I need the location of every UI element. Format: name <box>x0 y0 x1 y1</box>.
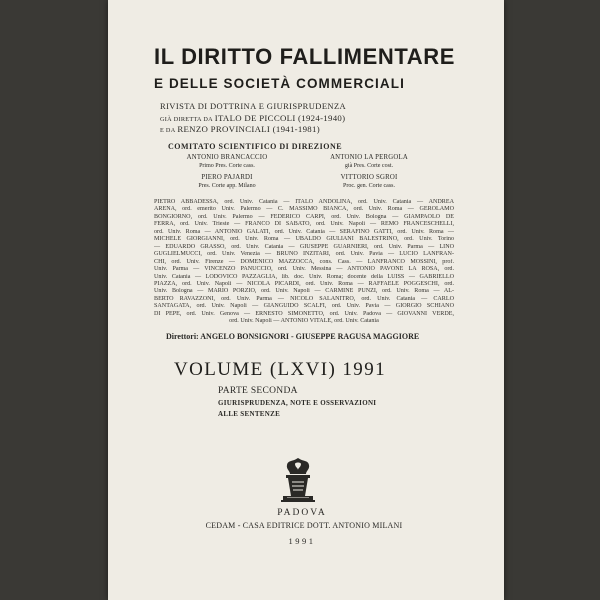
journal-description: RIVISTA DI DOTTRINA E GIURISPRUDENZA <box>160 101 347 111</box>
contributors-line: PIAZZA, ord. Univ. Napoli — NICOLA PICARDI, ord. Univ. Roma — RAFFAELE POGGESCHI, ord. <box>154 280 454 287</box>
former-editor-2-prefix: E DA <box>160 127 176 134</box>
member-name: PIERO PAJARDI <box>201 174 253 181</box>
member-role: Proc. gen. Corte cass. <box>343 183 395 189</box>
former-editor-1-name: ITALO DE PICCOLI (1924-1940) <box>214 113 346 123</box>
contributors-line: ord. Univ. Napoli — ANTONIO VITALE, ord. Univ. Catania <box>229 318 379 325</box>
contributors-line: CHI, ord. Univ. Firenze — DOMENICO MAZZOCCA, cons. Cass. — LANFRANCO MOSSINI, prof. <box>154 258 454 265</box>
committee-member <box>314 174 424 190</box>
publisher-city: PADOVA <box>277 508 327 518</box>
contributors-line: GUGLIELMUCCI, ord. Univ. Venezia — BRUNO INZITARI, ord. Univ. Pavia — LUCIO LANFRAN- <box>154 251 454 258</box>
contributors-line: Univ. Catania — LODOVICO PAZZAGLIA, lib. doc. Univ. Roma; docente della LUISS — GABRIELLO <box>154 273 454 280</box>
former-editor-1 <box>160 113 345 123</box>
contributors-line: BONGIORNO, ord. Univ. Palermo — FEDERICO CARPI, ord. Univ. Bologna — GIAMPAOLO DE <box>154 213 454 220</box>
contributors-line: ord. Univ. Roma — ANTONIO GALATI, ord. Univ. Catania — SERAFINO GATTI, ord. Univ. Roma — <box>154 228 454 235</box>
member-name: ANTONIO LA PERGOLA <box>330 154 408 161</box>
publisher-name: CEDAM - CASA EDITRICE DOTT. ANTONIO MILANI <box>205 521 403 530</box>
publication-year: 1991 <box>288 536 316 546</box>
contributors-line: ARENA, ord. emerito Univ. Palermo — C. MASSIMO BIANCA, ord. Univ. Roma — GEROLAMO <box>154 206 454 213</box>
committee-member <box>314 154 424 170</box>
cedam-publisher-mark-icon <box>278 456 318 504</box>
contributors-line: BERTO RAVAZZONI, ord. Univ. Parma — NICOLÒ SALANITRO, ord. Univ. Catania — CARLO <box>154 295 454 302</box>
contributors-line: Univ. Parma — VINCENZO PANUCCIO, ord. Univ. Messina — ANTONIO PAVONE LA ROSA, ord. <box>154 266 454 273</box>
contributors-line: — EDUARDO GRASSO, ord. Univ. Catania — GIUSEPPE GUARNIERI, ord. Univ. Parma — LINO <box>154 243 454 250</box>
journal-title: IL DIRITTO FALLIMENTARE <box>154 44 456 69</box>
committee-member <box>172 154 282 170</box>
former-editor-1-prefix: GIÀ DIRETTA DA <box>160 116 213 123</box>
former-editor-2-name: RENZO PROVINCIALI (1941-1981) <box>177 124 320 134</box>
part-heading: PARTE SECONDA <box>218 386 298 396</box>
contributors-list <box>154 199 454 326</box>
contributors-line: MICHELE GIORGIANNI, ord. Univ. Roma — UBALDO GIULIANI BALESTRINO, ord. Univ. Torino <box>154 236 454 243</box>
contributors-line: Univ. Bologna — MARIO PORZIO, ord. Univ. Napoli — CARMINE PUNZI, ord. Univ. Roma — AL- <box>154 288 454 295</box>
member-role: già Pres. Corte cost. <box>344 163 394 169</box>
journal-subtitle: E DELLE SOCIETÀ COMMERCIALI <box>154 76 405 91</box>
contributors-line: DI PEPE, ord. Univ. Genova — ERNESTO SIMONETTO, ord. Univ. Padova — GIOVANNI VERDE, <box>154 310 454 317</box>
former-editor-2 <box>160 124 320 134</box>
member-role: Primo Pres. Corte cass. <box>199 163 255 169</box>
committee-member <box>172 174 282 190</box>
member-name: ANTONIO BRANCACCIO <box>186 154 268 161</box>
part-description-2: ALLE SENTENZE <box>218 410 281 418</box>
volume-heading: VOLUME (LXVI) 1991 <box>174 359 386 380</box>
member-role: Pres. Corte app. Milano <box>198 183 256 189</box>
contributors-line: PIETRO ABBADESSA, ord. Univ. Catania — ITALO ANDOLINA, ord. Univ. Catania — ANDREA <box>154 199 454 205</box>
title-page <box>108 0 504 600</box>
part-description: GIURISPRUDENZA, NOTE E OSSERVAZIONI <box>218 399 377 407</box>
contributors-line: FERRA, ord. Univ. Trieste — FRANCO DI SABATO, ord. Univ. Napoli — REMO FRANCESCHELLI, <box>154 221 454 228</box>
member-name: VITTORIO SGROI <box>340 174 398 181</box>
contributors-line: SANTAGATA, ord. Univ. Napoli — GIANGUIDO SCALFI, ord. Univ. Pavia — GIORGIO SCHIANO <box>154 303 454 310</box>
committee-heading: COMITATO SCIENTIFICO DI DIREZIONE <box>168 142 343 151</box>
directors-line: Direttori: ANGELO BONSIGNORI - GIUSEPPE RAGUSA MAGGIORE <box>166 332 420 341</box>
